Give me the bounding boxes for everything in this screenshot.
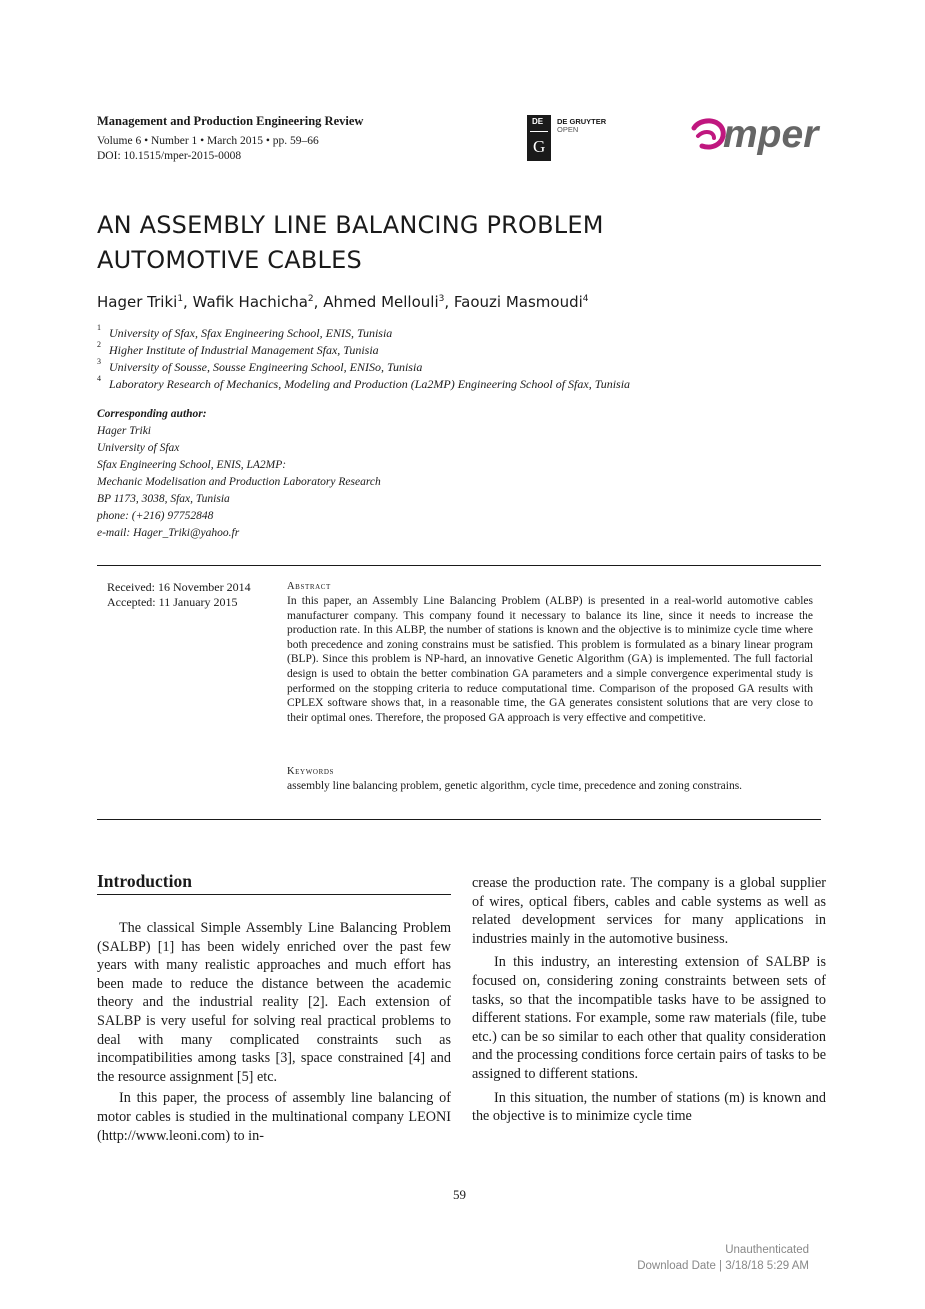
section-heading: Introduction bbox=[97, 871, 192, 891]
keywords-text: assembly line balancing problem, genetic algorithm, cycle time, precedence and zoning constrains. bbox=[287, 780, 743, 792]
affiliation-text: University of Sousse, Sousse Engineering School, ENISo, Tunisia bbox=[109, 360, 423, 374]
author-list: Hager Triki$^1$, Wafik Hachicha$^2$, Ahmed Mellouli$^3$, Faouzi Masmoudi$^4$ bbox=[97, 293, 589, 311]
corresponding-heading: Corresponding author: bbox=[97, 408, 207, 420]
section-rule bbox=[97, 894, 451, 895]
footer-status: Unauthenticated bbox=[725, 1244, 809, 1256]
affiliation-num: 2 bbox=[97, 340, 101, 349]
author-name: Faouzi Masmoudi bbox=[453, 293, 583, 311]
keywords-heading: Keywords bbox=[287, 766, 334, 777]
paragraph: In this paper, the process of assembly line balancing of motor cables is studied in the multinational company LEONI (http://www.leoni.com) to in- bbox=[97, 1090, 451, 1144]
paragraph: In this situation, the number of stations (m) is known and the objective is to minimize cycle time bbox=[472, 1089, 826, 1125]
affiliation-text: Laboratory Research of Mechanics, Modeling and Production (La2MP) Engineering School of Sfax, Tunisia bbox=[109, 377, 631, 391]
publisher-sub-text: OPEN bbox=[557, 125, 579, 134]
received-date: Received: 16 November 2014 bbox=[107, 580, 251, 594]
de-gruyter-logo-icon bbox=[527, 115, 551, 161]
footer-download-date: Download Date | 3/18/18 5:29 AM bbox=[637, 1260, 809, 1272]
affiliation-text: Higher Institute of Industrial Management Sfax, Tunisia bbox=[109, 343, 379, 357]
affiliation-num: 4 bbox=[97, 374, 101, 383]
publisher-name-text: DE GRUYTER bbox=[557, 117, 607, 126]
doi-line: DOI: 10.1515/mper-2015-0008 bbox=[97, 150, 242, 162]
divider bbox=[97, 819, 821, 820]
journal-title: Management and Production Engineering Review bbox=[97, 114, 364, 128]
corresponding-line: Sfax Engineering School, ENIS, LA2MP: bbox=[97, 459, 287, 471]
affiliation-num: 1 bbox=[97, 323, 101, 332]
title-line: AN ASSEMBLY LINE BALANCING PROBLEM bbox=[97, 211, 604, 239]
logo-g-text: G bbox=[533, 137, 546, 156]
corresponding-line: Mechanic Modelisation and Production Laboratory Research bbox=[97, 476, 381, 488]
paragraph: crease the production rate. The company is a global supplier of wires, optical fibers, cables and cable systems as well as related development services for many applications in industries mainly in the automotive business. bbox=[472, 875, 826, 947]
affiliation-text: University of Sfax, Sfax Engineering School, ENIS, Tunisia bbox=[109, 326, 393, 340]
author-name: Wafik Hachicha bbox=[192, 293, 308, 311]
corresponding-line: University of Sfax bbox=[97, 442, 180, 454]
mper-logo-text: mper bbox=[723, 113, 819, 156]
title-line: AUTOMOTIVE CABLES bbox=[97, 246, 362, 274]
left-column bbox=[97, 919, 451, 1145]
right-column bbox=[472, 874, 826, 1126]
author-sup: 3 bbox=[438, 294, 445, 304]
corresponding-line: BP 1173, 3038, Sfax, Tunisia bbox=[97, 493, 230, 505]
volume-line: Volume 6 • Number 1 • March 2015 • pp. 59–66 bbox=[97, 135, 319, 147]
author-sup: 1 bbox=[177, 294, 184, 304]
abstract-text: In this paper, an Assembly Line Balancing Problem (ALBP) is presented in a real-world automotive cables manufacturer company. This company found it necessary to balance its line, since it needs to increase the production rate. In this ALBP, the number of stations is known and the objective is to minimize cycle time where both precedence and zoning constrains must be satisfied. This problem is formulated as a binary linear program (BLP). Since this problem is NP-hard, an innovative Genetic Algorithm (GA) is implemented. The full factorial design is used to obtain the better combination GA parameters and a simple convergence experimental study is performed on the stopping criteria to reduce computational time. Comparison of the proposed GA results with CPLEX software shows that, in a reasonable time, the GA generates consistent solutions that are very close to their optimal ones. Therefore, the proposed GA approach is very effective and competitive. bbox=[287, 595, 813, 724]
publisher-name bbox=[557, 118, 606, 134]
logo-de-text: DE bbox=[532, 117, 544, 126]
abstract-heading: Abstract bbox=[287, 581, 331, 592]
author-name: Ahmed Mellouli bbox=[323, 293, 439, 311]
paper-title bbox=[97, 208, 604, 278]
corresponding-line: Hager Triki bbox=[97, 425, 151, 437]
author-name: Hager Triki bbox=[97, 293, 178, 311]
paragraph: In this industry, an interesting extension of SALBP is focused on, considering zoning constraints between sets of tasks, so that the incompatible tasks have to be assigned to different stations. For example, some raw materials (file, tube etc.) can be so similar to each other that quality consideration and the processing conditions force certain pairs of tasks to be assigned to different stations. bbox=[472, 954, 826, 1082]
paragraph: The classical Simple Assembly Line Balancing Problem (SALBP) [1] has been widely enriched over the past few years with many realistic approaches and much effort has been made to reduce the distance between the academic theory and the industrial reality [2]. Each extension of SALBP is very useful for solving real practical problems to deal with many complicated constraints such as incompatibilities among tasks [3], space constrained [4] and the resource assignment [5] etc. bbox=[97, 920, 451, 1085]
affiliation-num: 3 bbox=[97, 357, 101, 366]
accepted-date: Accepted: 11 January 2015 bbox=[107, 595, 238, 609]
page-number: 59 bbox=[453, 1187, 466, 1202]
mper-logo bbox=[690, 112, 825, 164]
corresponding-line: phone: (+216) 97752848 bbox=[97, 510, 214, 522]
author-sup: 2 bbox=[307, 294, 314, 304]
divider bbox=[97, 565, 821, 566]
corresponding-email[interactable]: e-mail: Hager_Triki@yahoo.fr bbox=[97, 527, 240, 539]
author-sup: 4 bbox=[582, 294, 589, 304]
